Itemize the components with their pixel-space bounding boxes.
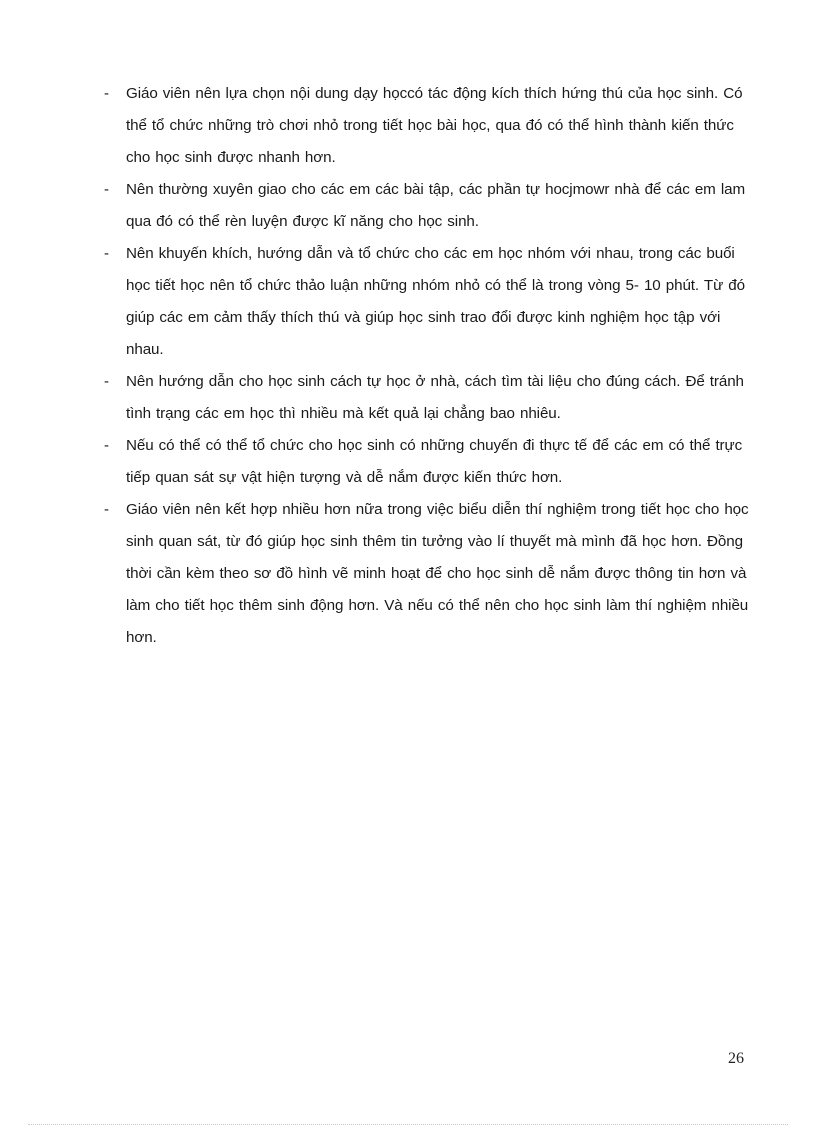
recommendation-list [104,78,754,654]
bullet-dash: - [104,373,109,390]
list-item-text: Nên khuyến khích, hướng dẫn và tổ chức cho các em học nhóm với nhau, trong các buổi học tiết học nên tổ chức thảo luận những nhóm nhỏ có thể là trong vòng 5- 10 phút. Từ đó giúp các em cảm thấy thích thú và giúp học sinh trao đổi được kinh nghiệm học tập với nhau. [126,245,745,358]
page-number: 26 [728,1050,744,1067]
bullet-dash: - [104,85,109,102]
list-item [104,430,754,494]
list-item [104,174,754,238]
list-item [104,78,754,174]
list-item-text: Giáo viên nên kết hợp nhiều hơn nữa trong việc biểu diễn thí nghiệm trong tiết học cho học sinh quan sát, từ đó giúp học sinh thêm tin tưởng vào lí thuyết mà mình đã học hơn. Đồng thời cần kèm theo sơ đồ hình vẽ minh hoạt để cho học sinh dễ nắm được thông tin hơn và làm cho tiết học thêm sinh động hơn. Và nếu có thể nên cho học sinh làm thí nghiệm nhiều hơn. [126,501,749,646]
list-item-text: Giáo viên nên lựa chọn nội dung dạy họccó tác động kích thích hứng thú của học sinh. Có thể tổ chức những trò chơi nhỏ trong tiết học bài học, qua đó có thể hình thành kiến thức cho học sinh được nhanh hơn. [126,85,743,166]
list-item-text: Nên hướng dẫn cho học sinh cách tự học ở nhà, cách tìm tài liệu cho đúng cách. Để tránh tình trạng các em học thì nhiều mà kết quả lại chẳng bao nhiêu. [126,373,744,422]
bullet-dash: - [104,437,109,454]
bullet-dash: - [104,501,109,518]
bullet-dash: - [104,181,109,198]
list-item [104,494,754,654]
list-item [104,366,754,430]
list-item [104,238,754,366]
list-item-text: Nên thường xuyên giao cho các em các bài tập, các phần tự hocjmowr nhà để các em lam qua đó có thể rèn luyện được kĩ năng cho học sinh. [126,181,746,230]
bullet-dash: - [104,245,109,262]
list-item-text: Nếu có thể có thể tổ chức cho học sinh có những chuyến đi thực tế để các em có thể trực tiếp quan sát sự vật hiện tượng và dễ nắm được kiến thức hơn. [126,437,743,486]
